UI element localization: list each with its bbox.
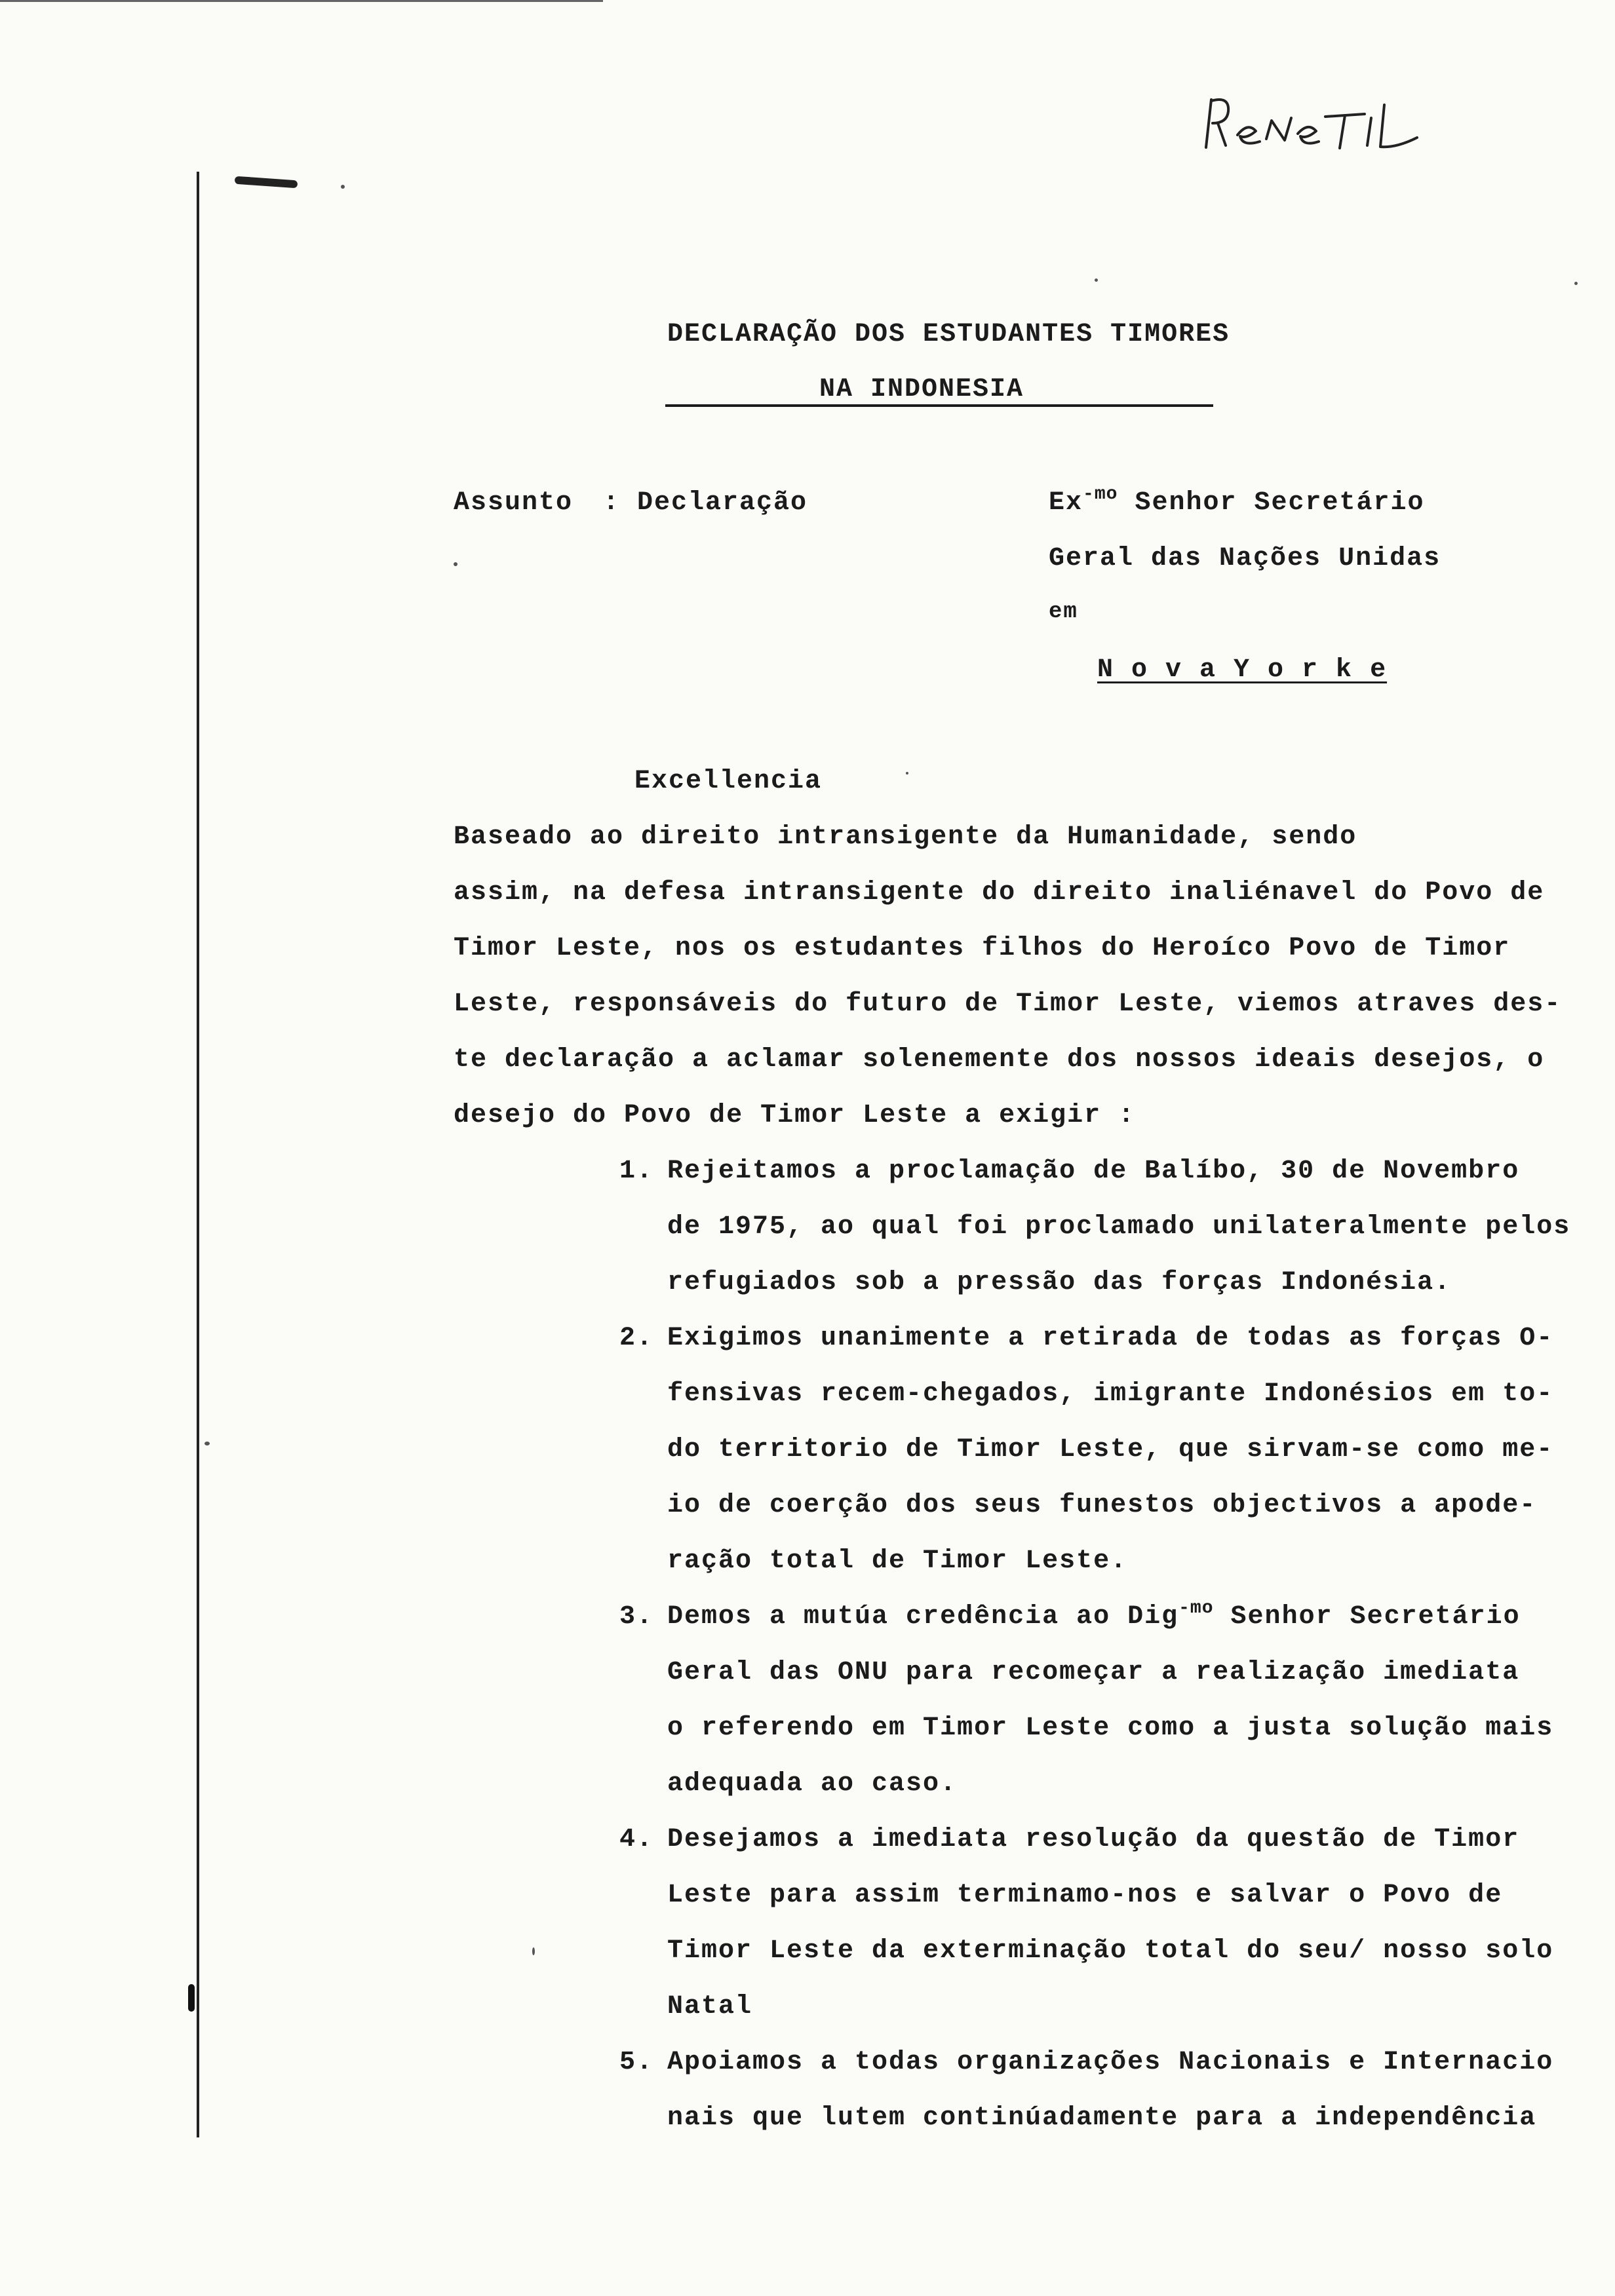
- ink-dash-mark: [235, 176, 298, 189]
- ink-blot: [188, 1984, 195, 2012]
- scan-speck: [341, 185, 345, 189]
- document-title-line1: DECLARAÇÃO DOS ESTUDANTES TIMORES: [667, 320, 1230, 349]
- item-line: Timor Leste da exterminação total do seu/ nosso solo: [667, 1936, 1554, 1966]
- addressee-city: N o v a Y o r k e: [1097, 655, 1388, 685]
- item-line-text: Demos a mutúa credência ao Dig: [667, 1602, 1179, 1632]
- item-line: fensivas recem-chegados, imigrante Indonésios em to-: [667, 1379, 1554, 1409]
- scan-top-edge: [0, 0, 603, 2]
- left-margin-rule: [197, 172, 199, 2137]
- intro-line: desejo do Povo de Timor Leste a exigir :: [454, 1101, 1136, 1130]
- intro-line: Timor Leste, nos os estudantes filhos do Heroíco Povo de Timor: [454, 934, 1511, 963]
- salutation: Excellencia: [634, 767, 823, 796]
- item-line: refugiados sob a pressão das forças Indonésia.: [667, 1268, 1452, 1297]
- addressee-line3: em: [1049, 600, 1078, 624]
- intro-line: te declaração a aclamar solenemente dos nossos ideais desejos, o: [454, 1045, 1545, 1075]
- addressee-prefix-superscript: -mo: [1083, 484, 1118, 505]
- item-line: ração total de Timor Leste.: [667, 1546, 1128, 1576]
- scan-speck: [906, 772, 908, 775]
- addressee-title: Senhor Secretário: [1118, 488, 1425, 518]
- handwritten-annotation-icon: [1199, 85, 1422, 157]
- scan-speck: [532, 1947, 535, 1955]
- item-number: 4.: [619, 1825, 654, 1854]
- addressee-prefix: Ex: [1049, 488, 1083, 518]
- subject-label: Assunto: [454, 488, 574, 518]
- item-number: 2.: [619, 1324, 654, 1353]
- item-line: adequada ao caso.: [667, 1769, 958, 1799]
- item-line: Apoiamos a todas organizações Nacionais e Internacio: [667, 2048, 1554, 2077]
- item-line: Exigimos unanimente a retirada de todas as forças O-: [667, 1324, 1554, 1353]
- subject-value: : Declaração: [603, 488, 808, 518]
- item-superscript: -mo: [1178, 1598, 1214, 1618]
- addressee-line2: Geral das Nações Unidas: [1049, 544, 1441, 573]
- title-underline: [665, 404, 1213, 407]
- item-line: de 1975, ao qual foi proclamado unilateralmente pelos: [667, 1212, 1571, 1242]
- addressee-line1: [1049, 484, 1425, 518]
- intro-line: assim, na defesa intransigente do direito inaliénavel do Povo de: [454, 878, 1545, 908]
- item-line: Desejamos a imediata resolução da questão de Timor: [667, 1825, 1520, 1854]
- intro-line: Leste, responsáveis do futuro de Timor Leste, viemos atraves des-: [454, 989, 1562, 1019]
- item-line: o referendo em Timor Leste como a justa solução mais: [667, 1713, 1554, 1743]
- scan-speck: [1574, 282, 1578, 285]
- item-number: 3.: [619, 1602, 654, 1632]
- intro-line: Baseado ao direito intransigente da Humanidade, sendo: [454, 822, 1357, 852]
- item-line: Geral das ONU para recomeçar a realização imediata: [667, 1658, 1520, 1687]
- item-line: nais que lutem continúadamente para a independência: [667, 2103, 1537, 2133]
- item-line: io de coerção dos seus funestos objectivos a apode-: [667, 1491, 1537, 1520]
- item-number: 1.: [619, 1157, 654, 1186]
- item-line: [667, 1598, 1521, 1632]
- document-title-line2: NA INDONESIA: [819, 375, 1024, 404]
- item-line: do territorio de Timor Leste, que sirvam-se como me-: [667, 1435, 1554, 1464]
- scan-speck: [204, 1442, 210, 1445]
- item-line: Natal: [667, 1992, 753, 2021]
- scan-speck: [1095, 278, 1098, 282]
- item-number: 5.: [619, 2048, 654, 2077]
- item-line-text: Senhor Secretário: [1213, 1602, 1521, 1632]
- item-line: Leste para assim terminamo-nos e salvar o Povo de: [667, 1881, 1503, 1910]
- scan-speck: [454, 562, 457, 566]
- item-line: Rejeitamos a proclamação de Balíbo, 30 de Novembro: [667, 1157, 1520, 1186]
